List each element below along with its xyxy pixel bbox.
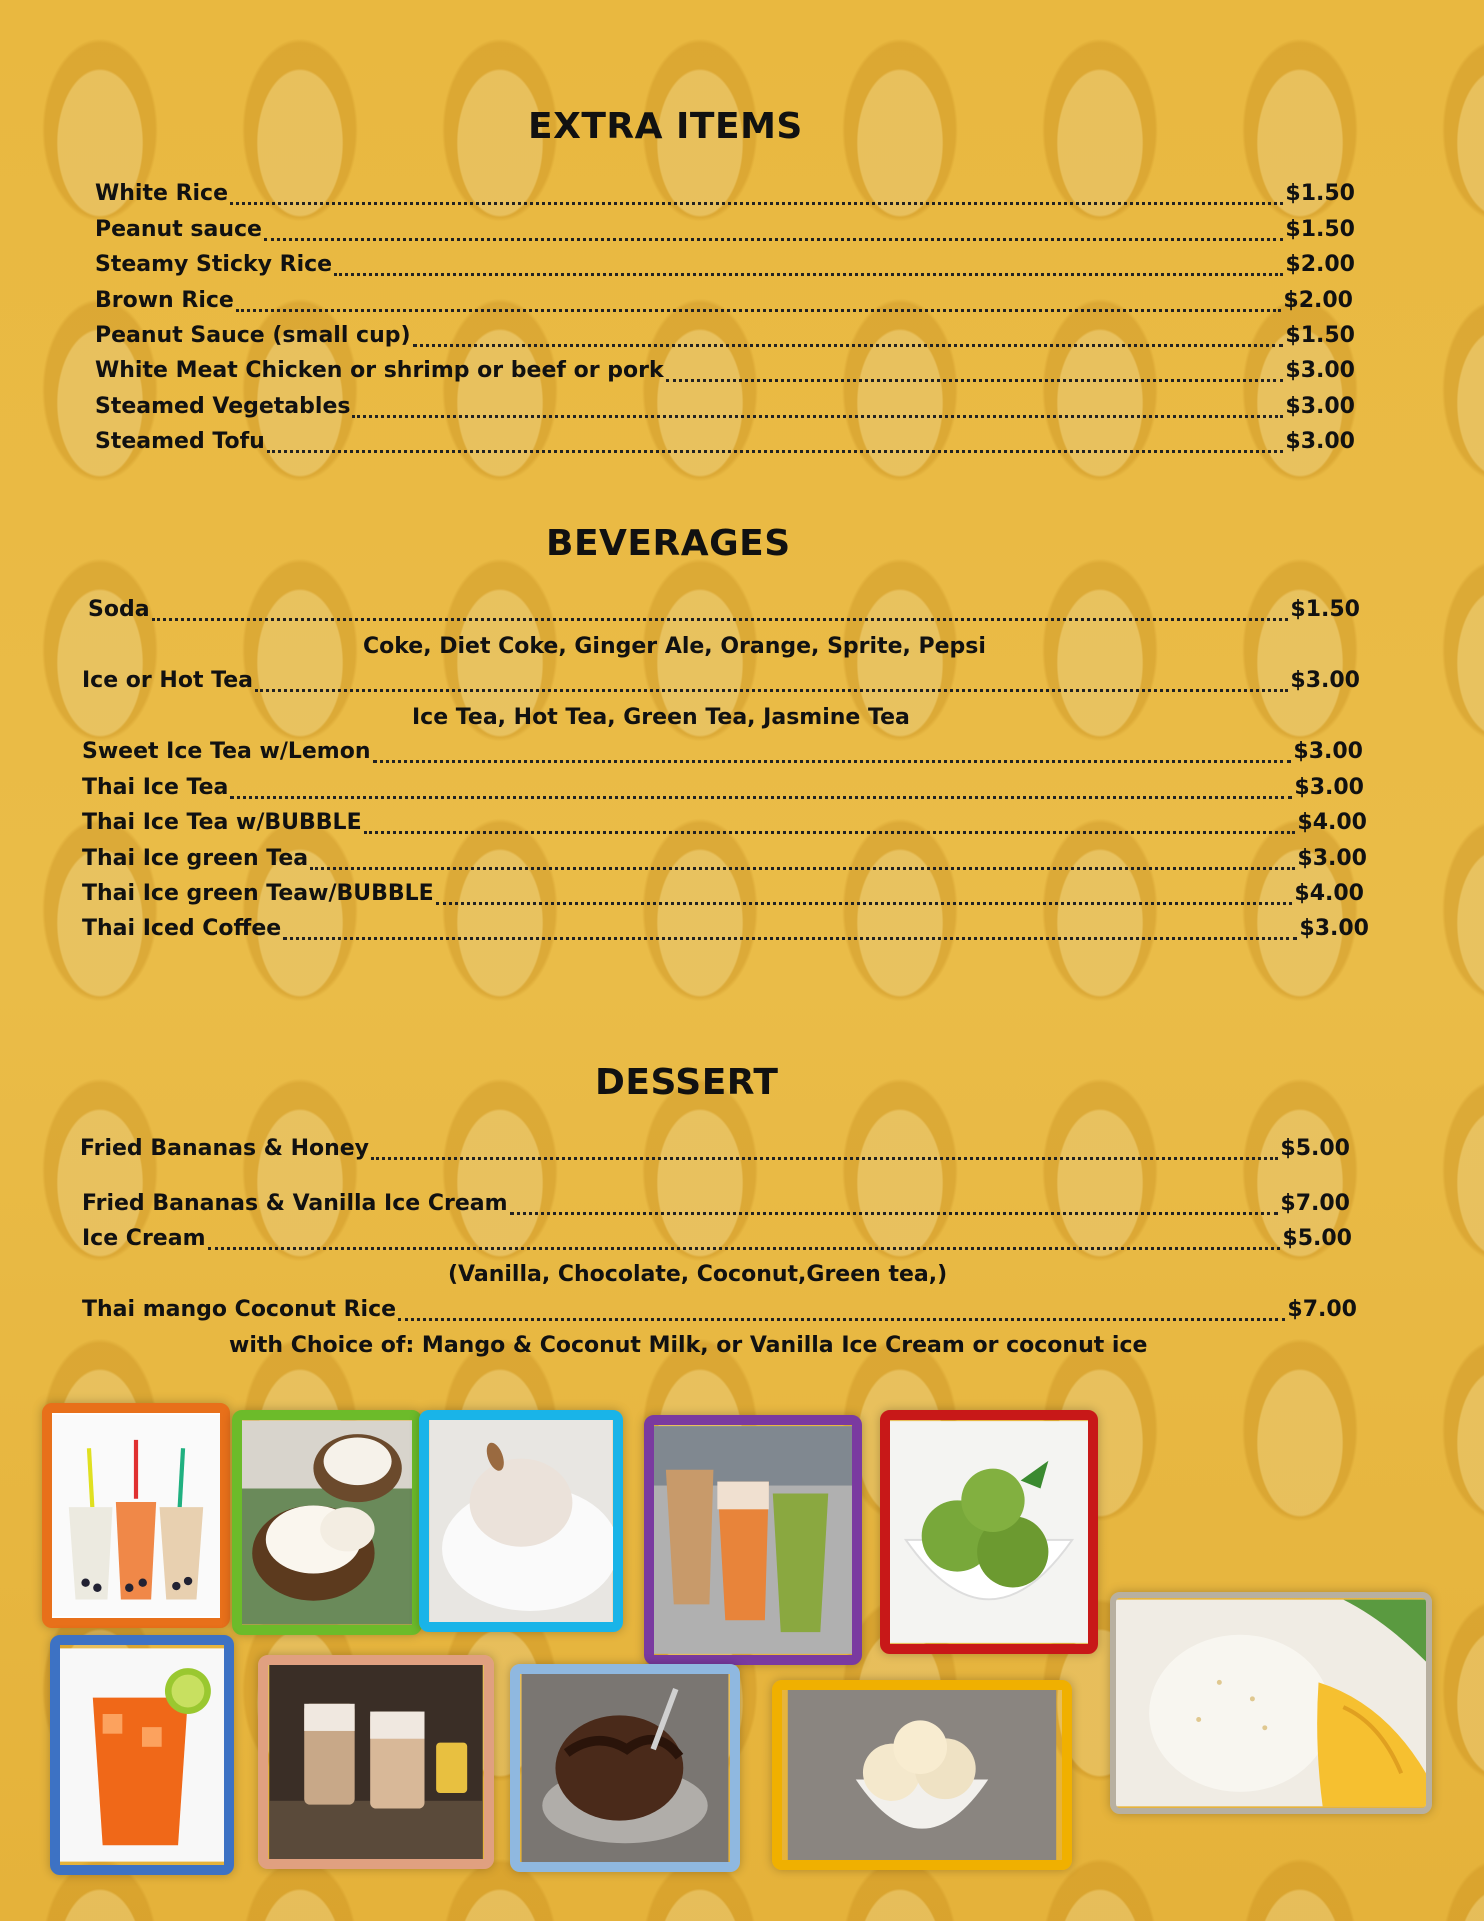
green-tea-ice-cream-photo (880, 1410, 1098, 1654)
menu-item (95, 429, 1355, 459)
item-name: Steamed Tofu (95, 429, 265, 454)
item-price: $1.50 (1285, 323, 1355, 348)
item-name: Peanut Sauce (small cup) (95, 323, 411, 348)
bubble-tea-photo (42, 1403, 230, 1628)
item-name: Ice or Hot Tea (82, 668, 253, 693)
menu-item (95, 288, 1353, 318)
item-price: $3.00 (1285, 358, 1355, 383)
iced-teas-photo (644, 1415, 862, 1665)
item-name: Fried Bananas & Vanilla Ice Cream (82, 1191, 508, 1216)
menu-item (82, 1297, 1357, 1327)
menu-item (95, 394, 1355, 424)
extra-items-title: EXTRA ITEMS (528, 106, 803, 147)
item-name: Steamed Vegetables (95, 394, 351, 419)
menu-item (82, 775, 1364, 805)
vanilla-ice-cream-photo (419, 1410, 623, 1632)
soda-options: Coke, Diet Coke, Ginger Ale, Orange, Sprite, Pepsi (363, 634, 986, 659)
item-name: Steamy Sticky Rice (95, 252, 333, 277)
menu-item (82, 881, 1364, 911)
item-name: Soda (88, 597, 150, 622)
item-price: $1.50 (1290, 597, 1360, 622)
menu-item (95, 181, 1355, 211)
item-price: $1.50 (1285, 217, 1355, 242)
item-name: Thai Ice green Teaw/BUBBLE (82, 881, 434, 906)
item-name: Thai Iced Coffee (82, 916, 282, 941)
ice-cream-flavors: (Vanilla, Chocolate, Coconut,Green tea,) (448, 1262, 948, 1287)
item-price: $1.50 (1285, 181, 1355, 206)
vanilla-scoops-photo (772, 1680, 1072, 1870)
menu-item (95, 217, 1355, 247)
item-name: Thai Ice Tea w/BUBBLE (82, 810, 362, 835)
item-price: $3.00 (1290, 668, 1360, 693)
item-price: $7.00 (1280, 1191, 1350, 1216)
menu-item (82, 668, 1360, 698)
item-name: Thai Ice Tea (82, 775, 229, 800)
item-price: $3.00 (1285, 429, 1355, 454)
item-name: Ice Cream (82, 1226, 206, 1251)
mango-rice-options: with Choice of: Mango & Coconut Milk, or Vanilla Ice Cream or coconut ice (229, 1333, 1148, 1358)
menu-item (88, 597, 1360, 627)
item-price: $7.00 (1287, 1297, 1357, 1322)
item-name: Thai Ice green Tea (82, 846, 309, 871)
iced-coffee-photo (258, 1655, 494, 1869)
beverages-title: BEVERAGES (546, 523, 791, 564)
item-name: White Meat Chicken or shrimp or beef or pork (95, 358, 664, 383)
menu-item (82, 916, 1369, 946)
menu-item (82, 1226, 1352, 1256)
item-price: $2.00 (1285, 252, 1355, 277)
item-price: $4.00 (1294, 881, 1364, 906)
coconut-ice-cream-photo (232, 1410, 422, 1635)
item-price: $3.00 (1297, 846, 1367, 871)
menu-item (82, 846, 1367, 876)
item-price: $3.00 (1294, 775, 1364, 800)
menu-item (80, 1136, 1350, 1166)
menu-item (95, 252, 1355, 282)
item-name: Sweet Ice Tea w/Lemon (82, 739, 371, 764)
menu-item (82, 739, 1363, 769)
mango-sticky-rice-photo (1110, 1592, 1432, 1814)
menu-item (95, 358, 1355, 388)
menu-item (82, 1191, 1350, 1221)
item-price: $3.00 (1293, 739, 1363, 764)
item-name: Fried Bananas & Honey (80, 1136, 370, 1161)
tea-options: Ice Tea, Hot Tea, Green Tea, Jasmine Tea (412, 705, 910, 730)
menu-item (95, 323, 1355, 353)
chocolate-ice-cream-photo (510, 1664, 740, 1872)
item-price: $3.00 (1285, 394, 1355, 419)
item-price: $5.00 (1282, 1226, 1352, 1251)
item-price: $4.00 (1297, 810, 1367, 835)
item-name: Thai mango Coconut Rice (82, 1297, 397, 1322)
item-name: Peanut sauce (95, 217, 262, 242)
menu-item (82, 810, 1367, 840)
item-price: $3.00 (1299, 916, 1369, 941)
item-name: Brown Rice (95, 288, 234, 313)
item-price: $2.00 (1283, 288, 1353, 313)
iced-lemon-tea-photo (50, 1635, 234, 1875)
item-price: $5.00 (1280, 1136, 1350, 1161)
dessert-title: DESSERT (595, 1062, 779, 1103)
item-name: White Rice (95, 181, 229, 206)
